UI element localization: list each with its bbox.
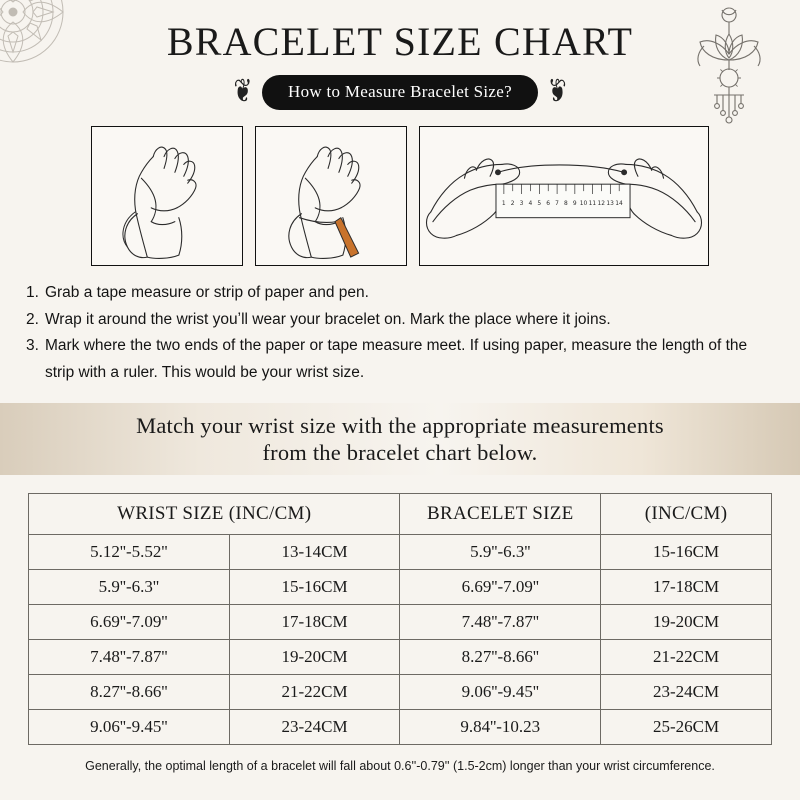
wrist-inches-cell: 6.69''-7.09'' <box>29 604 230 639</box>
wrist-size-header: WRIST SIZE (INC/CM) <box>29 493 400 534</box>
flourish-left-icon: ❦ <box>233 73 253 111</box>
step-item <box>26 307 774 334</box>
svg-text:10: 10 <box>579 200 588 207</box>
bracelet-inches-cell: 8.27''-8.66'' <box>400 639 601 674</box>
bracelet-size-unit-header: (INC/CM) <box>601 493 772 534</box>
wrist-inches-cell: 7.48''-7.87'' <box>29 639 230 674</box>
step-text: Wrap it around the wrist youʼll wear your bracelet on. Mark the place where it joins. <box>44 310 611 328</box>
step-number: 1. <box>26 284 39 301</box>
wrist-cm-cell: 21-22CM <box>229 674 400 709</box>
hand-with-paper-strip-illustration <box>255 126 407 266</box>
svg-text:3: 3 <box>519 200 524 207</box>
bracelet-cm-cell: 19-20CM <box>601 604 772 639</box>
wrist-cm-cell: 17-18CM <box>229 604 400 639</box>
wrist-cm-cell: 19-20CM <box>229 639 400 674</box>
svg-text:5: 5 <box>537 200 542 207</box>
step-text: Grab a tape measure or strip of paper and pen. <box>44 284 369 301</box>
svg-text:4: 4 <box>528 200 533 207</box>
match-size-banner <box>0 403 800 475</box>
svg-text:1: 1 <box>501 200 506 207</box>
wrist-cm-cell: 23-24CM <box>229 709 400 744</box>
wrist-cm-cell: 15-16CM <box>229 569 400 604</box>
bracelet-inches-cell: 6.69''-7.09'' <box>400 569 601 604</box>
step-text: Mark where the two ends of the paper or tape measure meet. If using paper, measure the length of the strip with a ruler. This would be your wrist size. <box>44 337 748 381</box>
mandala-ornament-icon <box>0 0 108 112</box>
table-row <box>29 534 772 569</box>
banner-line-1: Match your wrist size with the appropriate measurements <box>136 412 664 438</box>
step-number: 3. <box>26 337 39 355</box>
table-header-row <box>29 493 772 534</box>
table-row <box>29 674 772 709</box>
wrist-cm-cell: 13-14CM <box>229 534 400 569</box>
svg-text:14: 14 <box>615 200 623 207</box>
hands-measuring-with-ruler-illustration <box>419 126 709 266</box>
step-number: 2. <box>26 310 39 328</box>
lotus-ornament-icon <box>674 2 784 137</box>
flourish-right-icon: ❦ <box>547 73 567 111</box>
bracelet-cm-cell: 17-18CM <box>601 569 772 604</box>
bracelet-inches-cell: 5.9''-6.3'' <box>400 534 601 569</box>
banner-line-2: from the bracelet chart below. <box>262 439 538 465</box>
bracelet-cm-cell: 25-26CM <box>601 709 772 744</box>
bracelet-size-header: BRACELET SIZE <box>400 493 601 534</box>
step-item <box>26 280 774 307</box>
bracelet-cm-cell: 21-22CM <box>601 639 772 674</box>
bracelet-cm-cell: 23-24CM <box>601 674 772 709</box>
bracelet-cm-cell: 15-16CM <box>601 534 772 569</box>
svg-text:7: 7 <box>555 200 559 207</box>
svg-text:12: 12 <box>597 200 606 207</box>
table-row <box>29 639 772 674</box>
hand-with-string-illustration <box>91 126 243 266</box>
wrist-inches-cell: 5.9''-6.3'' <box>29 569 230 604</box>
svg-text:11: 11 <box>588 200 597 207</box>
table-row <box>29 604 772 639</box>
svg-text:8: 8 <box>564 200 568 207</box>
step-item <box>26 333 774 386</box>
wrist-inches-cell: 5.12''-5.52'' <box>29 534 230 569</box>
svg-text:6: 6 <box>546 200 551 207</box>
steps-list <box>26 280 774 387</box>
bracelet-inches-cell: 9.06''-9.45'' <box>400 674 601 709</box>
svg-text:9: 9 <box>572 200 577 207</box>
illustration-row <box>0 126 800 266</box>
footnote-text: Generally, the optimal length of a bracelet will fall about 0.6''-0.79'' (1.5-2cm) longer than your wrist circumference. <box>85 758 715 773</box>
page-title: BRACELET SIZE CHART <box>166 19 634 64</box>
bracelet-inches-cell: 9.84''-10.23 <box>400 709 601 744</box>
svg-text:13: 13 <box>606 200 614 207</box>
table-row <box>29 709 772 744</box>
table-row <box>29 569 772 604</box>
wrist-inches-cell: 8.27''-8.66'' <box>29 674 230 709</box>
bracelet-inches-cell: 7.48''-7.87'' <box>400 604 601 639</box>
wrist-inches-cell: 9.06''-9.45'' <box>29 709 230 744</box>
subtitle-pill: How to Measure Bracelet Size? <box>262 75 538 110</box>
size-chart-table <box>28 493 772 745</box>
svg-text:2: 2 <box>510 200 515 207</box>
